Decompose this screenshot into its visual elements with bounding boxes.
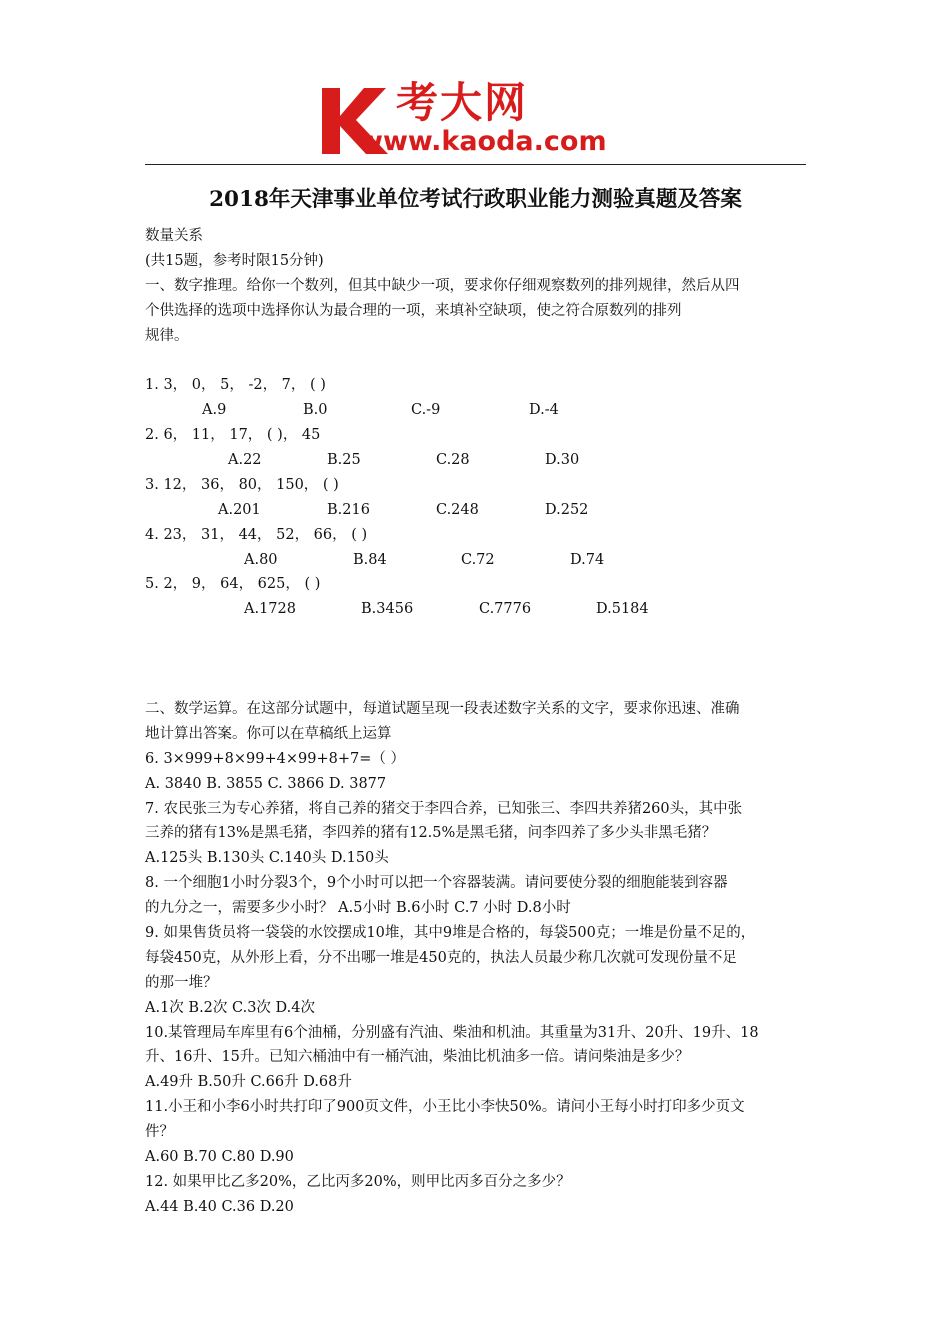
question-options bbox=[145, 498, 815, 523]
option: A.9 bbox=[202, 402, 227, 419]
text-line: 7. 农民张三为专心养猪，将自己养的猪交于李四合养，已知张三、李四共养猪260头，其中张 bbox=[145, 800, 743, 817]
text-line: A.125头 B.130头 C.140头 D.150头 bbox=[145, 850, 389, 867]
option: C.72 bbox=[461, 551, 495, 568]
option: D.74 bbox=[570, 551, 605, 568]
text-line: 件？ bbox=[145, 1124, 174, 1141]
option: C.7776 bbox=[479, 601, 532, 618]
question-stem: 5. 2， 9， 64， 625， ( ) bbox=[145, 576, 321, 593]
option: D.252 bbox=[545, 501, 589, 518]
kaoda-logo bbox=[318, 78, 648, 160]
question-options bbox=[145, 548, 815, 573]
question-stem: 2. 6， 11， 17， ( )， 45 bbox=[145, 427, 321, 444]
text-line: A.49升 B.50升 C.66升 D.68升 bbox=[145, 1074, 352, 1091]
logo-url: www.kaoda.com bbox=[358, 126, 607, 157]
option: B.0 bbox=[303, 402, 328, 419]
intro-line: 规律。 bbox=[145, 327, 189, 344]
question-options bbox=[145, 448, 815, 473]
document-title: 2018年天津事业单位考试行政职业能力测验真题及答案 bbox=[209, 187, 742, 212]
text-line: 12. 如果甲比乙多20%，乙比丙多20%，则甲比丙多百分之多少？ bbox=[145, 1173, 571, 1190]
option: C.248 bbox=[436, 501, 479, 518]
intro-line: 一、数字推理。给你一个数列，但其中缺少一项，要求你仔细观察数列的排列规律，然后从四 bbox=[145, 277, 740, 294]
option: A.80 bbox=[244, 551, 278, 568]
header-divider bbox=[145, 164, 806, 165]
option: B.25 bbox=[327, 452, 361, 469]
text-line: 11.小王和小李6小时共打印了900页文件，小王比小李快50%。请问小王每小时打印多少页文 bbox=[145, 1099, 745, 1116]
option: B.3456 bbox=[361, 601, 414, 618]
question-stem: 3. 12， 36， 80， 150， ( ) bbox=[145, 476, 339, 493]
section-heading: 数量关系 bbox=[145, 228, 203, 244]
option: D.30 bbox=[545, 452, 580, 469]
text-line: 9. 如果售货员将一袋袋的水饺摆成10堆，其中9堆是合格的，每袋500克；一堆是份量不足的， bbox=[145, 924, 756, 941]
text-line: A.1次 B.2次 C.3次 D.4次 bbox=[145, 999, 315, 1016]
question-options bbox=[145, 597, 815, 622]
question-stem: 4. 23， 31， 44， 52， 66， ( ) bbox=[145, 526, 368, 543]
text-line: A.60 B.70 C.80 D.90 bbox=[145, 1148, 294, 1165]
intro-line: 个供选择的选项中选择你认为最合理的一项，来填补空缺项，使之符合原数列的排列 bbox=[145, 302, 682, 319]
text-line: 8. 一个细胞1小时分裂3个，9个小时可以把一个容器装满。请问要使分裂的细胞能装到容器 bbox=[145, 875, 728, 892]
text-line: 每袋450克，从外形上看，分不出哪一堆是450克的，执法人员最少称几次就可发现份量不足 bbox=[145, 949, 737, 966]
text-line: 6. 3×999+8×99+4×99+8+7=（ ） bbox=[145, 750, 405, 767]
text-line: 的那一堆？ bbox=[145, 974, 218, 991]
text-line: 地计算出答案。你可以在草稿纸上运算 bbox=[145, 725, 392, 742]
text-line: 的九分之一，需要多少小时？ A.5小时 B.6小时 C.7 小时 D.8小时 bbox=[145, 900, 571, 917]
option: C.28 bbox=[436, 452, 470, 469]
option: D.5184 bbox=[596, 601, 649, 618]
section-note: (共15题，参考时限15分钟) bbox=[145, 252, 324, 269]
option: B.216 bbox=[327, 501, 370, 518]
question-options bbox=[145, 398, 815, 423]
text-line: 三养的猪有13%是黑毛猪，李四养的猪有12.5%是黑毛猪，问李四养了多少头非黑毛猪？ bbox=[145, 825, 717, 842]
text-line: 10.某管理局车库里有6个油桶，分别盛有汽油、柴油和机油。其重量为31升、20升、19升、18 bbox=[145, 1024, 759, 1041]
text-line: 二、数学运算。在这部分试题中，每道试题呈现一段表述数字关系的文字，要求你迅速、准确 bbox=[145, 700, 740, 717]
text-line: A. 3840 B. 3855 C. 3866 D. 3877 bbox=[145, 775, 387, 792]
option: C.-9 bbox=[411, 402, 441, 419]
logo-chinese-name: 考大网 bbox=[396, 78, 529, 127]
option: B.84 bbox=[353, 551, 387, 568]
question-stem: 1. 3， 0， 5， -2， 7， ( ) bbox=[145, 377, 326, 394]
text-line: 升、16升、15升。已知六桶油中有一桶汽油，柴油比机油多一倍。请问柴油是多少？ bbox=[145, 1049, 690, 1066]
option: A.22 bbox=[228, 452, 262, 469]
option: A.1728 bbox=[244, 601, 296, 618]
option: A.201 bbox=[218, 501, 261, 518]
text-line: A.44 B.40 C.36 D.20 bbox=[145, 1198, 294, 1215]
document-body bbox=[145, 224, 815, 1220]
option: D.-4 bbox=[529, 402, 559, 419]
